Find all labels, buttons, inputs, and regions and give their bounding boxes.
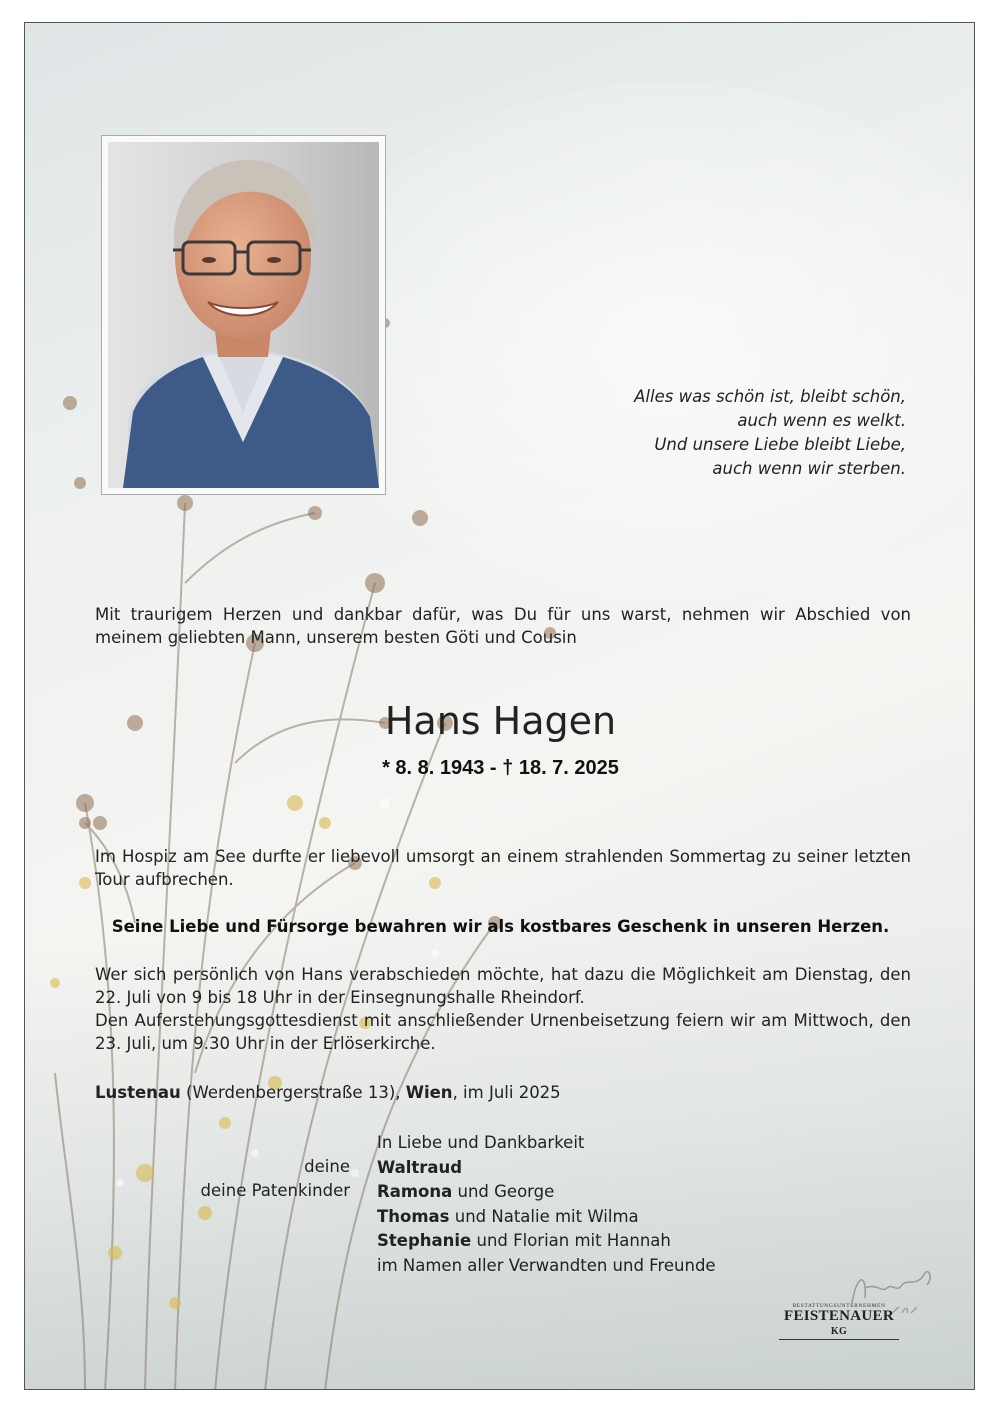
viewing-info: Wer sich persönlich von Hans verabschieden möchte, hat dazu die Möglichkeit am Dienstag, den 22. Juli von 9 bis 18 Uhr in der Einsegnungshalle Rheindorf. (95, 965, 911, 1007)
relationship-label: deine (304, 1157, 350, 1176)
mourner-name: Waltraud (377, 1157, 463, 1177)
signature-opening: In Liebe und Dankbarkeit (377, 1133, 585, 1152)
deceased-name: Hans Hagen (384, 699, 617, 743)
city-lustenau: Lustenau (95, 1083, 181, 1102)
quote-line: auch wenn wir sterben. (712, 459, 906, 478)
mourner-rest: und George (452, 1182, 555, 1201)
quote-line: auch wenn es welkt. (737, 411, 906, 430)
mourner-rest: und Florian mit Hannah (471, 1231, 671, 1250)
portrait-frame (101, 135, 386, 495)
city-wien: Wien (405, 1083, 453, 1102)
life-dates: * 8. 8. 1943 - † 18. 7. 2025 (382, 757, 619, 779)
relationship-label: deine Patenkinder (200, 1181, 350, 1200)
hospiz-text: Im Hospiz am See durfte er liebevoll umsorgt an einem strahlenden Sommertag zu seiner letzten Tour aufbrechen. (95, 847, 911, 889)
mourner-name: Ramona (377, 1182, 453, 1201)
logo-tagline: BESTATTUNGSUNTERNEHMEN (792, 1303, 886, 1309)
quote-line: Und unsere Liebe bleibt Liebe, (654, 435, 906, 454)
mourner-name: Stephanie (377, 1231, 472, 1250)
mourner (377, 1205, 716, 1230)
mourners-list (377, 1131, 716, 1278)
intro-text: Mit traurigem Herzen und dankbar dafür, was Du für uns warst, nehmen wir Abschied von meinem geliebten Mann, unserem besten Göti und Cousin (95, 605, 911, 647)
mourner-name: Thomas (377, 1206, 450, 1226)
relationship-labels (201, 1155, 350, 1203)
place-and-date (95, 1083, 561, 1102)
address: (Werdenbergerstraße 13), (180, 1083, 406, 1102)
mourner (377, 1156, 716, 1181)
mourner (377, 1180, 716, 1205)
logo-name (779, 1309, 899, 1340)
portrait-photo (108, 142, 379, 488)
obituary-card (24, 22, 975, 1390)
mourner-rest: und Natalie mit Wilma (449, 1206, 639, 1226)
undertaker-logo (779, 1303, 899, 1340)
farewell-info (95, 963, 911, 1055)
mourner (377, 1229, 716, 1254)
month-year: , im Juli 2025 (452, 1083, 561, 1102)
quote-line: Alles was schön ist, bleibt schön, (634, 387, 906, 406)
logo-name-text: FEISTENAUER (784, 1308, 894, 1324)
signature-closing: im Namen aller Verwandten und Freunde (377, 1255, 716, 1275)
love-statement: Seine Liebe und Fürsorge bewahren wir als kostbares Geschenk in unseren Herzen. (111, 917, 890, 936)
logo-suffix: KG (830, 1326, 848, 1337)
memorial-quote (634, 385, 906, 481)
service-info: Den Auferstehungsgottesdienst mit anschließender Urnenbeisetzung feiern wir am Mittwoch, den 23. Juli, um 9.30 Uhr in der Erlöserkirche. (95, 1011, 911, 1053)
